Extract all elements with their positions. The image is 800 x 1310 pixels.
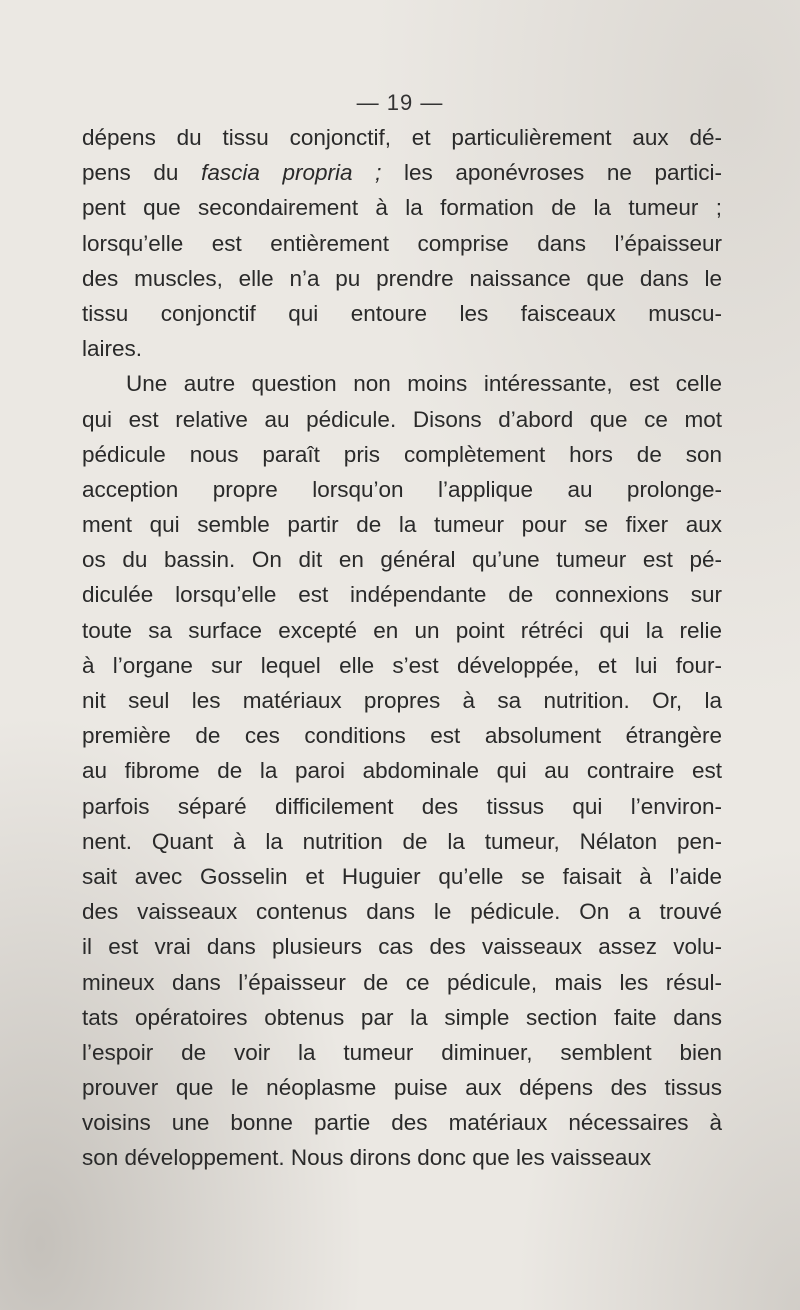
text-line: tissu conjonctif qui entoure les faisceaux muscu- xyxy=(82,300,722,326)
text-line: il est vrai dans plusieurs cas des vaisseaux assez volu- xyxy=(82,934,722,960)
text-line: l’espoir de voir la tumeur diminuer, semblent bien xyxy=(82,1039,722,1065)
italic-term: fascia propria ; xyxy=(201,160,382,186)
text-line: dépens du tissu conjonctif, et particulièrement aux dé- xyxy=(82,125,722,150)
text-line: lorsqu’elle est entièrement comprise dans l’épaisseur xyxy=(82,230,722,256)
text-line: pent que secondairement à la formation de la tumeur ; xyxy=(82,195,722,221)
text-line: des muscles, elle n’a pu prendre naissance que dans le xyxy=(82,265,722,291)
text-line: voisins une bonne partie des matériaux nécessaires à xyxy=(82,1110,722,1136)
text-fragment: pens du xyxy=(82,160,179,186)
text-line: des vaisseaux contenus dans le pédicule. On a trouvé xyxy=(82,899,722,925)
text-line: à l’organe sur lequel elle s’est développée, et lui four- xyxy=(82,652,722,678)
text-line: son développement. Nous dirons donc que les vaisseaux xyxy=(82,1145,652,1171)
text-line: parfois séparé difficilement des tissus qui l’environ- xyxy=(82,793,722,819)
text-line: qui est relative au pédicule. Disons d’abord que ce mot xyxy=(82,406,722,432)
text-line: acception propre lorsqu’on l’applique au prolonge- xyxy=(82,476,722,502)
page-number: — 19 — xyxy=(356,90,444,115)
paragraph-start-line: Une autre question non moins intéressante, est celle xyxy=(126,371,722,397)
text-line: os du bassin. On dit en général qu’une tumeur est pé- xyxy=(82,547,722,573)
text-line: toute sa surface excepté en un point rétréci qui la relie xyxy=(82,617,722,643)
text-line: au fibrome de la paroi abdominale qui au contraire est xyxy=(82,758,722,784)
text-line: tats opératoires obtenus par la simple section faite dans xyxy=(82,1004,722,1030)
text-line: sait avec Gosselin et Huguier qu’elle se faisait à l’aide xyxy=(82,863,722,889)
text-line: prouver que le néoplasme puise aux dépens des tissus xyxy=(82,1075,722,1101)
text-line: diculée lorsqu’elle est indépendante de connexions sur xyxy=(82,582,722,608)
text-line xyxy=(82,155,722,190)
text-line: laires. xyxy=(82,336,143,362)
text-fragment: les aponévroses ne partici- xyxy=(381,160,722,186)
text-line: nit seul les matériaux propres à sa nutrition. Or, la xyxy=(82,688,722,713)
text-line: mineux dans l’épaisseur de ce pédicule, mais les résul- xyxy=(82,969,722,995)
text-line: nent. Quant à la nutrition de la tumeur, Nélaton pen- xyxy=(82,828,722,854)
text-line: ment qui semble partir de la tumeur pour se fixer aux xyxy=(82,512,722,538)
body-text xyxy=(82,120,722,1176)
text-line: première de ces conditions est absolument étrangère xyxy=(82,723,722,749)
text-line: pédicule nous paraît pris complètement hors de son xyxy=(82,441,722,467)
